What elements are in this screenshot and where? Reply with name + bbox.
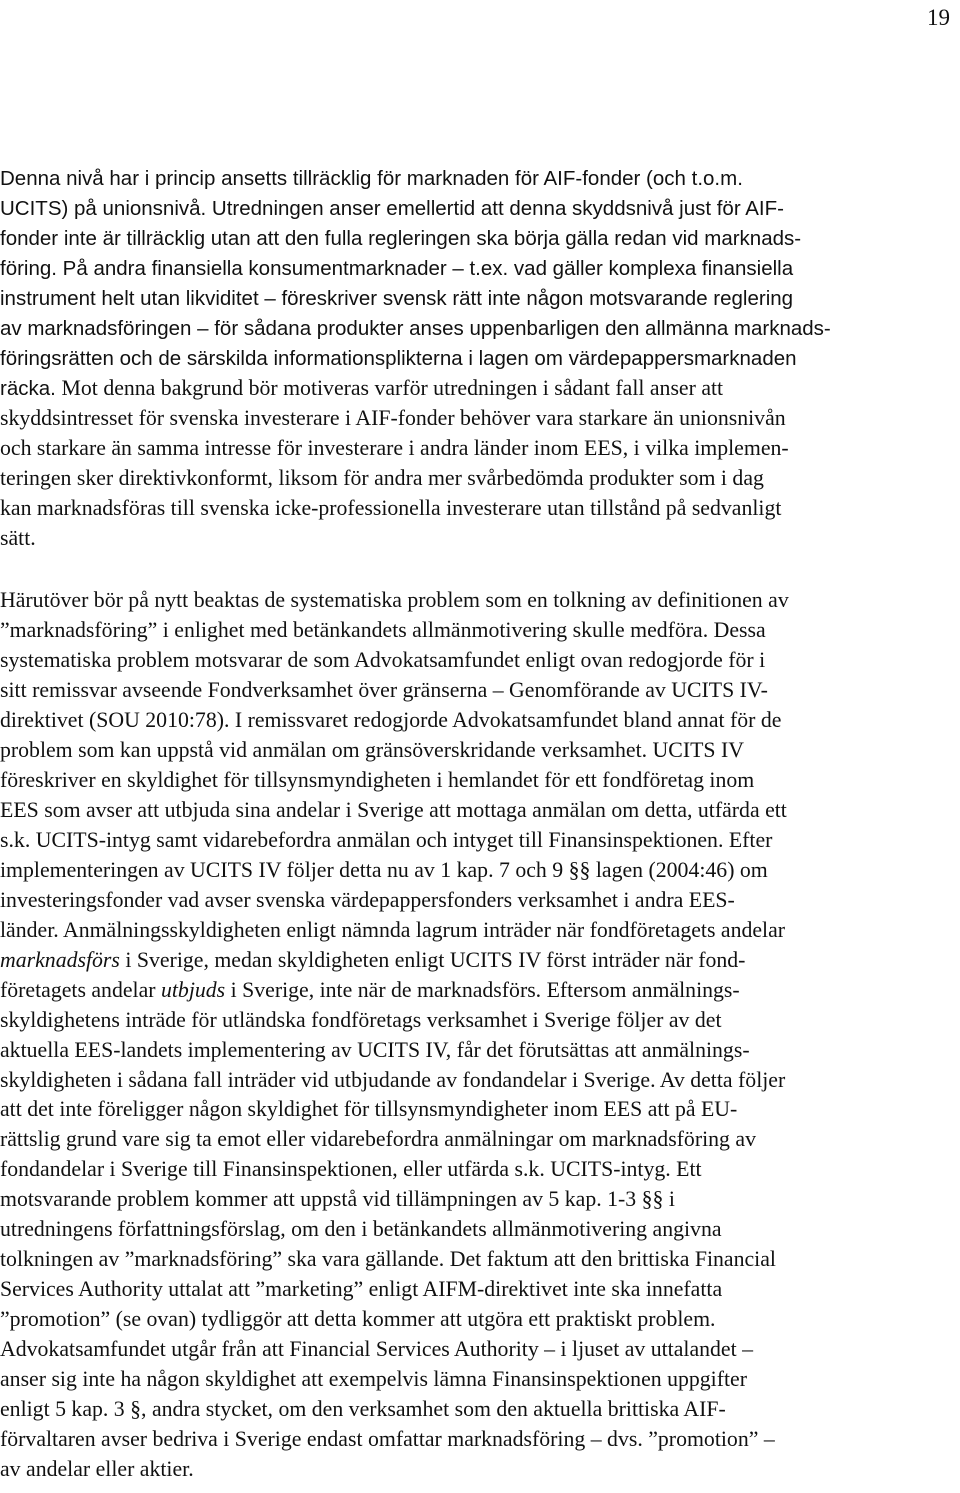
text-line bbox=[0, 1038, 960, 1062]
text-segment: ”marknadsföring” i enlighet med betänkandets allmänmotivering skulle medföra. Dessa bbox=[0, 617, 766, 642]
text-line bbox=[0, 376, 960, 400]
text-line bbox=[0, 316, 960, 340]
text-line bbox=[0, 1247, 960, 1271]
text-line bbox=[0, 1457, 960, 1481]
text-segment: föring. På andra finansiella konsumentmarknader – t.ex. bbox=[0, 257, 514, 280]
text-segment: teringen sker direktivkonformt, liksom för andra mer svårbedömda produkter som i dag bbox=[0, 466, 764, 490]
text-segment: investeringsfonder vad avser svenska värdepappersfonders verksamhet i andra EES- bbox=[0, 887, 735, 912]
text-segment: aktuella EES-landets implementering av UCITS IV, får det förutsättas att anmälnings- bbox=[0, 1037, 750, 1062]
text-line bbox=[0, 1187, 960, 1211]
text-line bbox=[0, 948, 960, 972]
text-segment: av marknadsföringen – för sådana produkter anses uppenbarligen den allmänna marknads- bbox=[0, 317, 831, 340]
text-line bbox=[0, 1427, 960, 1451]
text-segment: föreskriver en skyldighet för tillsynsmyndigheten i hemlandet för ett fondföretag inom bbox=[0, 767, 755, 792]
text-line bbox=[0, 1397, 960, 1421]
text-segment: enligt 5 kap. 3 §, andra stycket, om den verksamhet som den aktuella brittiska AIF- bbox=[0, 1397, 726, 1422]
text-line bbox=[0, 1277, 960, 1301]
text-line bbox=[0, 978, 960, 1002]
text-line bbox=[0, 286, 960, 310]
text-segment: fondandelar i Sverige till Finansinspektionen, eller utfärda s.k. UCITS-intyg. Ett bbox=[0, 1157, 702, 1182]
text-line bbox=[0, 888, 960, 912]
text-segment: instrument helt utan likviditet – föreskriver svensk rätt inte någon motsvarande reglering bbox=[0, 287, 794, 310]
text-segment: utredningens författningsförslag, om den i betänkandets allmänmotivering angivna bbox=[0, 1217, 722, 1242]
text-segment: i Sverige, inte när de marknadsförs. Eftersom anmälnings- bbox=[225, 977, 740, 1002]
text-line bbox=[0, 256, 960, 280]
text-line bbox=[0, 1127, 960, 1151]
text-line bbox=[0, 406, 960, 430]
text-segment: skyldigheten i sådana fall inträder vid utbjudande av fondandelar i Sverige. Av detta följer bbox=[0, 1067, 786, 1092]
text-segment: ”promotion” (se ovan) tydliggör att detta kommer att utgöra ett praktiskt problem. bbox=[0, 1307, 716, 1332]
text-segment: förvaltaren avser bedriva i Sverige endast omfattar marknadsföring – dvs. ”promotion” – bbox=[0, 1427, 775, 1452]
text-segment: i Sverige, medan skyldigheten enligt UCITS IV först inträder när fond- bbox=[119, 947, 746, 972]
text-line bbox=[0, 166, 960, 190]
text-line bbox=[0, 798, 960, 822]
text-segment: UCITS) på unionsnivå. Utredningen anser emellertid att denna skyddsnivå just för AIF- bbox=[0, 197, 784, 220]
text-segment: s.k. UCITS-intyg samt vidarebefordra anmälan och intyget till Finansinspektionen. Efter bbox=[0, 827, 773, 852]
text-segment: problem som kan uppstå vid anmälan om gränsöverskridande verksamhet. UCITS IV bbox=[0, 737, 744, 762]
text-segment: länder. Anmälningsskyldigheten enligt nämnda lagrum inträder när fondföretagets andelar bbox=[0, 917, 786, 942]
text-segment: tolkningen av ”marknadsföring” ska vara gällande. Det faktum att den brittiska Financial bbox=[0, 1247, 776, 1272]
text-line bbox=[0, 1217, 960, 1241]
text-segment: Denna nivå har i princip ansetts tillräcklig för marknaden för AIF-fonder (och t.o.m. bbox=[0, 167, 743, 190]
text-segment: skyldighetens inträde för utländska fondföretags verksamhet i Sverige följer av det bbox=[0, 1007, 722, 1032]
text-line bbox=[0, 858, 960, 882]
text-line bbox=[0, 648, 960, 672]
text-segment: EES som avser att utbjuda sina andelar i Sverige att mottaga anmälan om detta, utfärda ett bbox=[0, 797, 787, 822]
text-segment: företagets andelar bbox=[0, 977, 161, 1002]
text-line bbox=[0, 196, 960, 220]
text-line bbox=[0, 1097, 960, 1121]
text-segment: och starkare än samma intresse för investerare i andra länder inom EES, i vilka implemen- bbox=[0, 436, 789, 460]
text-line bbox=[0, 436, 960, 460]
text-line bbox=[0, 708, 960, 732]
text-segment: skyddsintresset för svenska investerare i AIF-fonder behöver vara starkare än unionsnivån bbox=[0, 406, 786, 430]
text-segment: räcka. bbox=[0, 377, 62, 400]
text-segment: Services Authority uttalat att ”marketing” enligt AIFM-direktivet inte ska innefatta bbox=[0, 1277, 723, 1302]
text-line bbox=[0, 1068, 960, 1092]
text-segment: direktivet (SOU 2010:78). I remissvaret redogjorde Advokatsamfundet bland annat för de bbox=[0, 707, 782, 732]
text-segment: kan marknadsföras till svenska icke-professionella investerare utan tillstånd på sedvanligt bbox=[0, 496, 782, 520]
text-line bbox=[0, 678, 960, 702]
text-line bbox=[0, 1367, 960, 1391]
text-line bbox=[0, 346, 960, 370]
text-segment: att det inte föreligger någon skyldighet för tillsynsmyndigheter inom EES att på EU- bbox=[0, 1097, 738, 1122]
text-segment: Advokatsamfundet utgår från att Financial Services Authority – i ljuset av uttalandet – bbox=[0, 1337, 754, 1362]
text-line bbox=[0, 918, 960, 942]
text-line bbox=[0, 466, 960, 490]
text-line bbox=[0, 618, 960, 642]
text-segment: fonder inte är tillräcklig utan att den fulla regleringen ska börja gälla redan vid marknads- bbox=[0, 227, 802, 250]
text-line bbox=[0, 1307, 960, 1331]
text-segment: vad gäller komplexa finansiella bbox=[513, 257, 794, 280]
text-line bbox=[0, 496, 960, 520]
text-segment: implementeringen av UCITS IV följer detta nu av 1 kap. 7 och 9 §§ lagen (2004:46) om bbox=[0, 857, 768, 882]
text-segment: Mot denna bakgrund bör motiveras varför utredningen i sådant fall anser att bbox=[61, 376, 724, 400]
text-line bbox=[0, 1337, 960, 1361]
text-segment: anser sig inte ha någon skyldighet att exempelvis lämna Finansinspektionen uppgifter bbox=[0, 1367, 747, 1392]
text-line bbox=[0, 526, 960, 550]
text-line bbox=[0, 1157, 960, 1181]
text-segment: sitt remissvar avseende Fondverksamhet över gränserna – Genomförande av UCITS IV- bbox=[0, 677, 768, 702]
text-segment: rättslig grund vare sig ta emot eller vidarebefordra anmälningar om marknadsföring av bbox=[0, 1127, 756, 1152]
text-line bbox=[0, 226, 960, 250]
text-line bbox=[0, 1008, 960, 1032]
emphasis-text: utbjuds bbox=[160, 977, 226, 1002]
emphasis-text: marknadsförs bbox=[0, 947, 120, 972]
text-line bbox=[0, 588, 960, 612]
text-line bbox=[0, 738, 960, 762]
text-segment: systematiska problem motsvarar de som Advokatsamfundet enligt ovan redogjorde för i bbox=[0, 647, 766, 672]
text-segment: motsvarande problem kommer att uppstå vid tillämpningen av 5 kap. 1-3 §§ i bbox=[0, 1187, 675, 1212]
page-number: 19 bbox=[927, 5, 950, 30]
text-segment: Härutöver bör på nytt beaktas de systematiska problem som en tolkning av definitionen av bbox=[0, 588, 789, 612]
text-line bbox=[0, 828, 960, 852]
text-segment: av andelar eller aktier. bbox=[0, 1457, 194, 1482]
text-segment: föringsrätten och de särskilda informationsplikterna i lagen om värdepappersmarknaden bbox=[0, 347, 797, 370]
text-segment: sätt. bbox=[0, 526, 36, 550]
text-line bbox=[0, 768, 960, 792]
